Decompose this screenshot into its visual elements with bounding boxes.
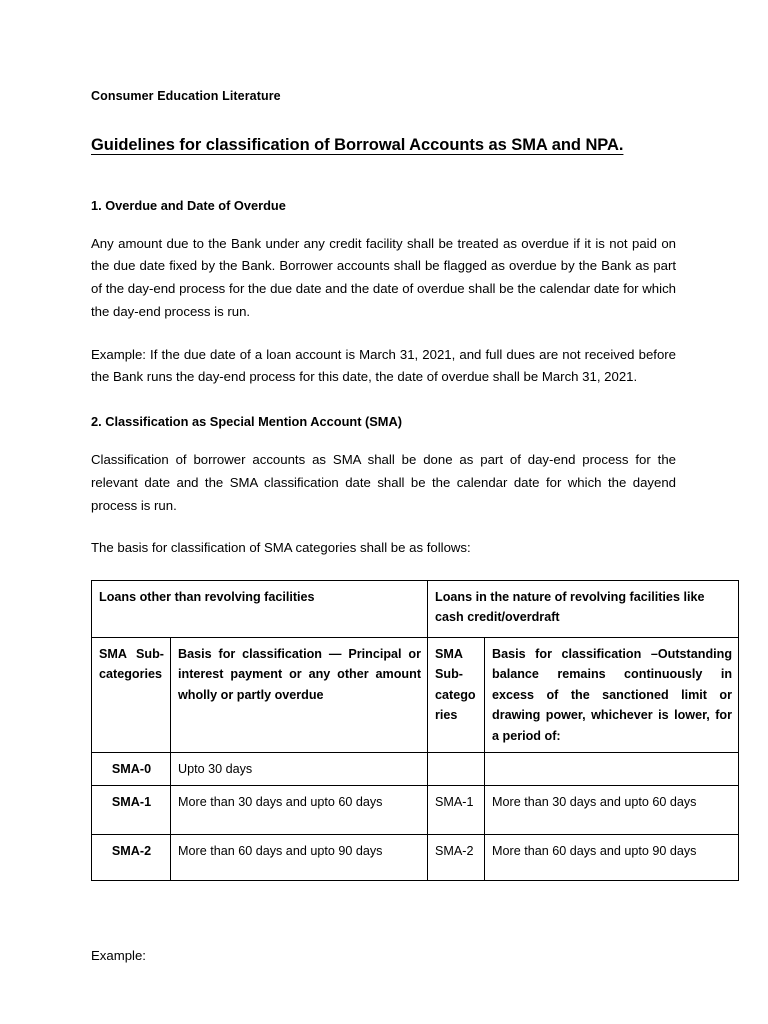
sub-header-sma-subcategories-left: SMA Sub-categories xyxy=(92,638,171,753)
row-sma1-category-right: SMA-1 xyxy=(428,786,485,835)
sub-header-sma-subcategories-right: SMA Sub-catego ries xyxy=(428,638,485,753)
table-row xyxy=(92,753,739,786)
row-sma2-basis-right: More than 60 days and upto 90 days xyxy=(485,835,739,881)
section-1-example-paragraph: Example: If the due date of a loan account is March 31, 2021, and full dues are not received before the Bank runs the day-end process for this date, the date of overdue shall be March 31, 2021. xyxy=(91,346,676,385)
section-heading-2: 2. Classification as Special Mention Account (SMA) xyxy=(91,414,402,429)
table-row xyxy=(92,786,739,835)
sma-classification-table xyxy=(91,580,739,881)
table-sub-header-row xyxy=(92,638,739,753)
row-sma1-basis-left: More than 30 days and upto 60 days xyxy=(171,786,428,835)
row-sma0-basis-right xyxy=(485,753,739,786)
section-2-paragraph-1: Classification of borrower accounts as SMA shall be done as part of day-end process for the relevant date and the SMA classification date shall be the calendar date for which the dayend process is run. xyxy=(91,452,676,513)
section-1-paragraph-1: Any amount due to the Bank under any credit facility shall be treated as overdue if it is not paid on the due date fixed by the Bank. Borrower accounts shall be flagged as overdue by the Bank as part of the day-end process for the due date and the date of overdue shall be the calendar date for which the day-end process is run. xyxy=(91,235,676,319)
section-heading-1: 1. Overdue and Date of Overdue xyxy=(91,197,286,213)
sub-header-basis-revolving: Basis for classification –Outstanding balance remains continuously in excess of the sanctioned limit or drawing power, whichever is lower, for a period of: xyxy=(485,638,739,753)
table-group-header-row xyxy=(92,581,739,638)
row-sma2-category-right: SMA-2 xyxy=(428,835,485,881)
sma-classification-table-wrapper xyxy=(91,580,738,881)
group-header-non-revolving: Loans other than revolving facilities xyxy=(92,581,428,638)
group-header-revolving: Loans in the nature of revolving facilities like cash credit/overdraft xyxy=(428,581,739,638)
row-sma2-basis-left: More than 60 days and upto 90 days xyxy=(171,835,428,881)
footer-example-label: Example: xyxy=(91,948,146,964)
row-sma1-category-left: SMA-1 xyxy=(92,786,171,835)
row-sma0-basis-left: Upto 30 days xyxy=(171,753,428,786)
section-2-lead-in: The basis for classification of SMA categories shall be as follows: xyxy=(91,540,471,556)
row-sma2-category-left: SMA-2 xyxy=(92,835,171,881)
row-sma0-category-right xyxy=(428,753,485,786)
document-label: Consumer Education Literature xyxy=(91,89,281,103)
row-sma0-category-left: SMA-0 xyxy=(92,753,171,786)
table-row xyxy=(92,835,739,881)
page-title: Guidelines for classification of Borrowal Accounts as SMA and NPA. xyxy=(91,136,624,155)
row-sma1-basis-right: More than 30 days and upto 60 days xyxy=(485,786,739,835)
sub-header-basis-non-revolving: Basis for classification — Principal or interest payment or any other amount wholly or partly overdue xyxy=(171,638,428,753)
